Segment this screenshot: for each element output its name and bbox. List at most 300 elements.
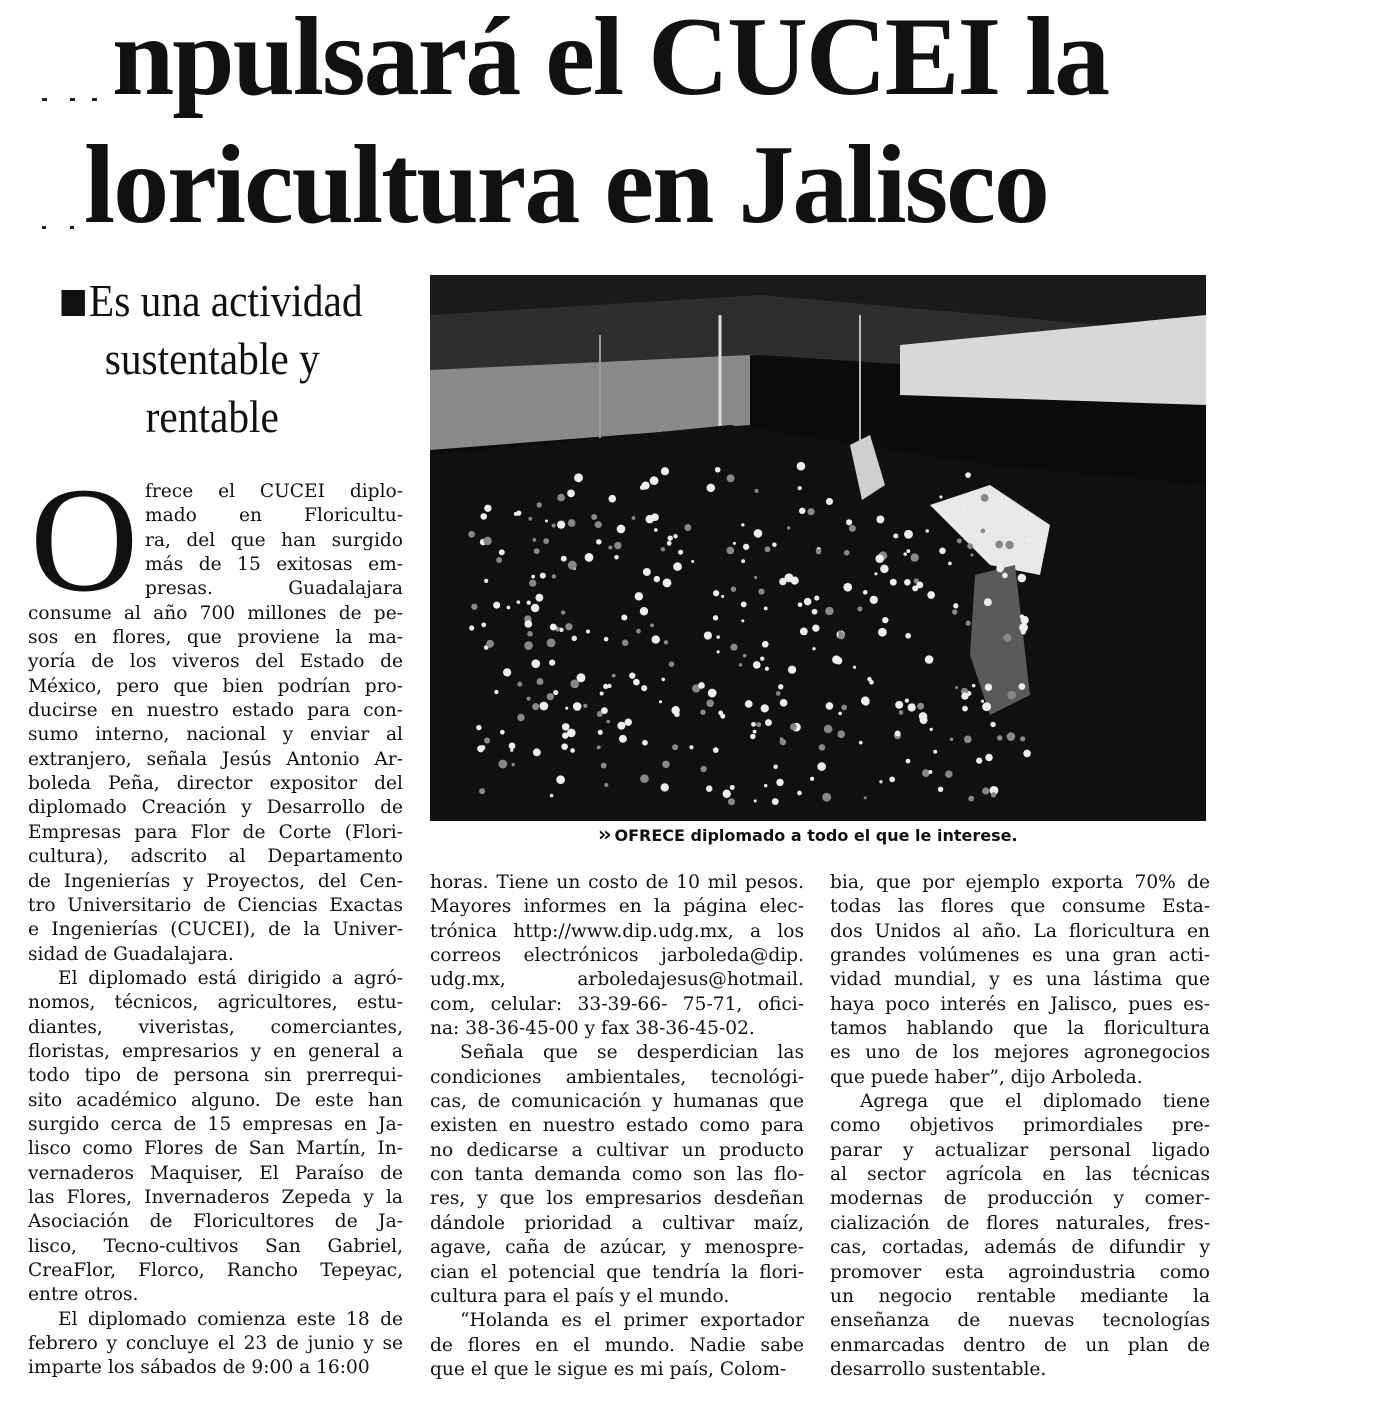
flower-speck bbox=[570, 748, 575, 753]
article-line: sidad de Guadalajara. bbox=[28, 943, 234, 965]
flower-speck bbox=[798, 602, 803, 607]
flower-speck bbox=[754, 576, 757, 579]
flower-speck bbox=[761, 704, 769, 712]
flower-speck bbox=[772, 543, 776, 547]
flower-speck bbox=[825, 607, 834, 616]
flower-speck bbox=[1026, 537, 1031, 542]
flower-speck bbox=[948, 562, 952, 566]
flower-speck bbox=[601, 763, 607, 769]
flower-speck bbox=[636, 629, 641, 634]
flower-speck bbox=[764, 606, 768, 610]
caption-text: OFRECE diplomado a todo el que le interese. bbox=[614, 826, 1018, 845]
flower-speck bbox=[985, 754, 992, 761]
flower-speck bbox=[874, 572, 877, 575]
flower-speck bbox=[700, 766, 706, 772]
article-line: consume al año 700 millones de pe- bbox=[28, 602, 403, 624]
flower-speck bbox=[673, 562, 682, 571]
flower-speck bbox=[863, 590, 868, 595]
flower-speck bbox=[498, 760, 507, 769]
flower-speck bbox=[875, 554, 884, 563]
flower-speck bbox=[556, 775, 565, 784]
flower-speck bbox=[496, 557, 502, 563]
flower-speck bbox=[612, 674, 616, 678]
article-line: cian el potencial que tendría la flori- bbox=[430, 1261, 804, 1283]
article-line: vernaderos Maquiser, El Paraíso de bbox=[28, 1162, 403, 1184]
flower-speck bbox=[700, 709, 705, 714]
flower-speck bbox=[633, 679, 640, 686]
flower-speck bbox=[953, 603, 958, 608]
article-line: udg.mx, arboledajesus@hotmail. bbox=[430, 969, 804, 991]
flower-speck bbox=[756, 722, 761, 727]
subhead-line-2: sustentable y bbox=[104, 333, 320, 384]
flower-speck bbox=[531, 604, 539, 612]
flower-speck bbox=[706, 785, 712, 791]
flower-speck bbox=[606, 720, 610, 724]
article-line: haya poco interés en Jalisco, pues es- bbox=[830, 993, 1210, 1015]
flower-speck bbox=[574, 683, 579, 688]
flower-speck bbox=[661, 678, 665, 682]
flower-speck bbox=[1023, 750, 1031, 758]
flower-speck bbox=[1018, 683, 1025, 690]
flower-speck bbox=[880, 565, 888, 573]
flower-speck bbox=[537, 502, 542, 507]
flower-speck bbox=[591, 514, 597, 520]
flower-speck bbox=[678, 550, 683, 555]
article-line: México, pero que bien podrían pro- bbox=[28, 675, 403, 697]
flower-speck bbox=[876, 516, 884, 524]
flower-speck bbox=[972, 684, 976, 688]
scan-speck bbox=[42, 226, 46, 229]
flower-speck bbox=[640, 607, 648, 615]
flower-speck bbox=[553, 690, 558, 695]
article-line: yoría de los viveros del Estado de bbox=[28, 651, 403, 673]
flower-speck bbox=[939, 547, 946, 554]
flower-speck bbox=[625, 719, 632, 726]
flower-speck bbox=[739, 663, 743, 667]
article-line: de Ingenierías y Proyectos, del Cen- bbox=[28, 870, 403, 892]
article-line: modernas de producción y comer- bbox=[830, 1188, 1210, 1210]
flower-speck bbox=[922, 769, 930, 777]
article-line: presas. Guadalajara bbox=[145, 578, 403, 600]
flower-speck bbox=[529, 580, 536, 587]
flower-speck bbox=[707, 484, 716, 493]
flower-speck bbox=[468, 531, 475, 538]
flower-speck bbox=[1014, 524, 1017, 527]
flower-speck bbox=[507, 606, 511, 610]
flower-speck bbox=[1005, 541, 1013, 549]
flower-speck bbox=[970, 553, 973, 556]
flower-speck bbox=[667, 541, 672, 546]
article-line: dándole prioridad a cultivar maíz, bbox=[430, 1212, 804, 1234]
flower-speck bbox=[976, 758, 982, 764]
flower-speck bbox=[561, 610, 565, 614]
article-line: existen en nuestro estado como para bbox=[430, 1115, 804, 1137]
article-line: lisco como Flores de San Martín, In- bbox=[28, 1138, 403, 1160]
flower-speck bbox=[534, 548, 540, 554]
flower-speck bbox=[511, 763, 514, 766]
flower-speck bbox=[889, 776, 895, 782]
flower-speck bbox=[595, 521, 602, 528]
square-bullet-icon bbox=[62, 290, 85, 316]
flower-speck bbox=[787, 526, 790, 529]
flower-speck bbox=[1007, 732, 1016, 741]
flower-speck bbox=[568, 561, 577, 570]
article-line: que puede haber”, dijo Arboleda. bbox=[830, 1066, 1143, 1088]
article-line: es uno de los mejores agronegocios bbox=[830, 1042, 1210, 1064]
article-line: frece el CUCEI diplo- bbox=[145, 481, 403, 502]
flower-speck bbox=[654, 528, 658, 532]
flower-speck bbox=[664, 640, 668, 644]
flower-speck bbox=[608, 545, 612, 549]
article-line: tro Universitario de Ciencias Exactas bbox=[28, 894, 403, 916]
flower-speck bbox=[509, 743, 516, 750]
flower-speck bbox=[966, 621, 971, 626]
flower-speck bbox=[741, 559, 745, 563]
article-line: floristas, empresarios y en general a bbox=[28, 1040, 403, 1062]
article-line: El diplomado está dirigido a agró- bbox=[58, 967, 403, 989]
flower-speck bbox=[567, 489, 575, 497]
flower-speck bbox=[908, 703, 916, 711]
flower-speck bbox=[484, 737, 490, 743]
flower-speck bbox=[955, 686, 958, 689]
flower-speck bbox=[893, 533, 898, 538]
flower-speck bbox=[540, 573, 546, 579]
article-line: ra, del que han surgido bbox=[145, 529, 403, 551]
article-line: sos en flores, que proviene la ma- bbox=[28, 627, 403, 649]
flower-speck bbox=[808, 508, 815, 515]
flower-speck bbox=[562, 723, 570, 731]
flower-speck bbox=[824, 725, 833, 734]
scan-speck bbox=[70, 226, 74, 229]
article-line: Mayores informes en la página elec- bbox=[430, 896, 804, 918]
flower-speck bbox=[799, 508, 805, 514]
flower-speck bbox=[780, 699, 788, 707]
flower-speck bbox=[788, 666, 796, 674]
flower-speck bbox=[617, 722, 625, 730]
flower-speck bbox=[1007, 691, 1016, 700]
flower-speck bbox=[532, 703, 539, 710]
flower-speck bbox=[533, 538, 537, 542]
flower-speck bbox=[524, 620, 532, 628]
flower-speck bbox=[635, 592, 643, 600]
article-line: horas. Tiene un costo de 10 mil pesos. bbox=[430, 872, 804, 893]
flower-speck bbox=[500, 730, 505, 735]
flower-speck bbox=[754, 799, 757, 802]
flower-speck bbox=[758, 588, 764, 594]
flower-speck bbox=[661, 783, 669, 791]
article-line: más de 15 exitosas em- bbox=[145, 554, 403, 576]
flower-speck bbox=[691, 560, 694, 563]
flower-speck bbox=[645, 515, 654, 524]
flower-speck bbox=[765, 719, 772, 726]
flower-speck bbox=[727, 547, 735, 555]
article-line: Empresas para Flor de Corte (Flori- bbox=[28, 821, 403, 843]
flower-speck bbox=[1002, 573, 1008, 579]
flower-speck bbox=[715, 467, 721, 473]
flower-speck bbox=[927, 591, 935, 599]
flower-speck bbox=[910, 553, 918, 561]
flower-speck bbox=[879, 780, 882, 783]
flower-speck bbox=[539, 702, 548, 711]
flower-speck bbox=[476, 725, 481, 730]
flower-speck bbox=[837, 730, 845, 738]
scan-speck bbox=[92, 98, 97, 101]
flower-speck bbox=[713, 747, 719, 753]
flower-speck bbox=[981, 700, 984, 703]
flower-speck bbox=[797, 791, 802, 796]
article-line: res, y que los empresarios desdeñan bbox=[430, 1188, 804, 1210]
article-line: surgido cerca de 15 empresas en Ja- bbox=[28, 1113, 403, 1135]
flower-speck bbox=[778, 684, 783, 689]
flower-speck bbox=[517, 600, 521, 604]
flower-speck bbox=[531, 575, 535, 579]
greenhouse-photo-illustration bbox=[430, 275, 1206, 821]
article-line: cultura), adscrito al Departamento bbox=[28, 846, 403, 868]
flower-speck bbox=[804, 598, 812, 606]
flower-speck bbox=[838, 712, 842, 716]
flower-speck bbox=[997, 735, 1002, 740]
flower-speck bbox=[751, 722, 756, 727]
flower-speck bbox=[617, 525, 626, 534]
flower-speck bbox=[1021, 629, 1026, 634]
scan-speck bbox=[42, 98, 47, 101]
flower-speck bbox=[882, 617, 888, 623]
flower-speck bbox=[668, 535, 673, 540]
flower-speck bbox=[672, 744, 678, 750]
flower-speck bbox=[524, 641, 533, 650]
flower-speck bbox=[549, 660, 555, 666]
flower-speck bbox=[817, 762, 826, 771]
flower-speck bbox=[550, 624, 557, 631]
flower-speck bbox=[917, 703, 924, 710]
flower-speck bbox=[798, 486, 802, 490]
flower-speck bbox=[905, 633, 911, 639]
flower-speck bbox=[926, 529, 929, 532]
flower-speck bbox=[895, 701, 903, 709]
article-line: cialización de flores naturales, fres- bbox=[830, 1212, 1210, 1234]
flower-speck bbox=[903, 552, 907, 556]
flower-speck bbox=[477, 745, 484, 752]
headline-line-1: npulsará el CUCEI la bbox=[112, 0, 1109, 119]
flower-speck bbox=[577, 673, 586, 682]
news-photo bbox=[430, 275, 1206, 821]
flower-speck bbox=[727, 474, 735, 482]
flower-speck bbox=[1018, 574, 1027, 583]
flower-speck bbox=[906, 549, 910, 553]
flower-speck bbox=[743, 544, 749, 550]
flower-speck bbox=[905, 699, 909, 703]
flower-speck bbox=[857, 606, 862, 611]
subhead-line-3: rentable bbox=[145, 391, 279, 442]
flower-speck bbox=[604, 637, 609, 642]
flower-speck bbox=[514, 512, 518, 516]
flower-speck bbox=[776, 779, 783, 786]
flower-speck bbox=[773, 765, 777, 769]
flower-speck bbox=[981, 529, 986, 534]
flower-speck bbox=[950, 738, 954, 742]
article-line: parar y actualizar personal ligado bbox=[830, 1139, 1210, 1161]
flower-speck bbox=[641, 685, 647, 691]
flower-speck bbox=[741, 619, 744, 622]
flower-speck bbox=[503, 668, 511, 676]
flower-speck bbox=[545, 519, 548, 522]
flower-speck bbox=[849, 525, 856, 532]
flower-speck bbox=[673, 534, 677, 538]
double-chevron-icon: ›› bbox=[598, 822, 609, 846]
flower-speck bbox=[844, 550, 850, 556]
flower-speck bbox=[760, 656, 764, 660]
article-line: de flores en el mundo. Nadie sabe bbox=[430, 1334, 804, 1356]
flower-speck bbox=[731, 586, 737, 592]
flower-speck bbox=[527, 631, 533, 637]
flower-speck bbox=[510, 749, 513, 752]
article-line: extranjero, señala Jesús Antonio Ar- bbox=[28, 748, 403, 770]
flower-speck bbox=[674, 711, 680, 717]
article-line: na: 38-36-45-00 y fax 38-36-45-02. bbox=[430, 1018, 755, 1040]
flower-speck bbox=[890, 579, 897, 586]
flower-speck bbox=[499, 549, 505, 555]
article-line: agave, caña de azúcar, y menospre- bbox=[430, 1237, 804, 1259]
article-line: entre otros. bbox=[28, 1284, 139, 1306]
article-line: dos Unidos al año. La floricultura en bbox=[830, 920, 1210, 942]
flower-speck bbox=[904, 579, 911, 586]
flower-speck bbox=[600, 691, 604, 695]
flower-speck bbox=[981, 494, 989, 502]
article-column-2 bbox=[430, 871, 804, 1382]
flower-speck bbox=[561, 556, 567, 562]
flower-speck bbox=[721, 595, 724, 598]
article-line: mado en Floricultu- bbox=[145, 505, 403, 527]
article-line: todo tipo de persona sin prerrequi- bbox=[28, 1065, 403, 1087]
flower-speck bbox=[895, 730, 901, 736]
article-line: un negocio rentable mediante la bbox=[830, 1285, 1210, 1307]
flower-speck bbox=[663, 578, 672, 587]
article-line: no dedicarse a cultivar un producto bbox=[430, 1139, 804, 1161]
flower-speck bbox=[967, 543, 973, 549]
flower-speck bbox=[919, 712, 928, 721]
flower-speck bbox=[762, 641, 769, 648]
flower-speck bbox=[822, 793, 831, 802]
photo-caption bbox=[598, 822, 1018, 846]
flower-speck bbox=[533, 748, 541, 756]
flower-speck bbox=[621, 615, 627, 621]
scan-speck bbox=[70, 98, 75, 101]
article-line: como objetivos primordiales pre- bbox=[830, 1115, 1210, 1137]
flower-speck bbox=[755, 489, 759, 493]
flower-speck bbox=[938, 787, 943, 792]
flower-speck bbox=[528, 517, 532, 521]
article-line: sumo interno, nacional y enviar al bbox=[28, 724, 403, 746]
flower-speck bbox=[741, 523, 744, 526]
flower-speck bbox=[661, 467, 669, 475]
flower-speck bbox=[810, 777, 814, 781]
flower-speck bbox=[659, 700, 662, 703]
flower-speck bbox=[812, 625, 819, 632]
flower-speck bbox=[899, 710, 904, 715]
flower-speck bbox=[779, 578, 786, 585]
flower-speck bbox=[557, 494, 565, 502]
flower-speck bbox=[537, 678, 544, 685]
article-line: CreaFlor, Florco, Rancho Tepeyac, bbox=[28, 1260, 403, 1281]
article-line: lisco, Tecno-cultivos San Gabriel, bbox=[28, 1235, 403, 1257]
flower-speck bbox=[826, 702, 834, 710]
flower-speck bbox=[864, 796, 867, 799]
flower-speck bbox=[733, 542, 736, 545]
article-line: “Holanda es el primer exportador bbox=[460, 1310, 804, 1332]
flower-speck bbox=[565, 623, 572, 630]
flower-speck bbox=[912, 585, 918, 591]
flower-speck bbox=[712, 691, 715, 694]
flower-speck bbox=[764, 784, 768, 788]
flower-speck bbox=[776, 691, 781, 696]
flower-speck bbox=[730, 785, 735, 790]
flower-speck bbox=[961, 507, 965, 511]
flower-speck bbox=[698, 682, 705, 689]
flower-speck bbox=[765, 546, 771, 552]
flower-speck bbox=[706, 699, 714, 707]
article-line: que el que le sigue es mi país, Colom- bbox=[430, 1358, 787, 1380]
flower-speck bbox=[765, 667, 769, 671]
article-line: promover esta agroindustria como bbox=[830, 1261, 1210, 1283]
flower-speck bbox=[669, 661, 675, 667]
flower-speck bbox=[1003, 634, 1011, 642]
flower-speck bbox=[816, 549, 822, 555]
flower-speck bbox=[704, 631, 712, 639]
flower-speck bbox=[853, 666, 856, 669]
flower-speck bbox=[481, 622, 486, 627]
article-line: diantes, viveristas, comerciantes, bbox=[28, 1016, 403, 1038]
flower-speck bbox=[968, 796, 974, 802]
flower-speck bbox=[800, 627, 808, 635]
article-line: cas, cortadas, además de difundir y bbox=[830, 1237, 1210, 1259]
subheadline bbox=[30, 272, 395, 446]
flower-speck bbox=[527, 600, 531, 604]
flower-speck bbox=[984, 598, 992, 606]
flower-speck bbox=[561, 743, 568, 750]
flower-speck bbox=[1021, 616, 1029, 624]
flower-speck bbox=[471, 604, 477, 610]
flower-speck bbox=[571, 636, 576, 641]
article-line: cas, de comunicación y humanas que bbox=[430, 1091, 804, 1113]
article-line: las Flores, Invernaderos Zepeda y la bbox=[28, 1186, 403, 1208]
flower-speck bbox=[601, 707, 608, 714]
flower-speck bbox=[661, 547, 665, 551]
flower-speck bbox=[598, 730, 603, 735]
flower-speck bbox=[494, 690, 498, 694]
article-line: enmarcadas dentro de un plan de bbox=[830, 1334, 1210, 1356]
article-line: vidad mundial, y es una lástima que bbox=[830, 969, 1210, 991]
flower-speck bbox=[614, 555, 619, 560]
flower-speck bbox=[552, 523, 556, 527]
flower-speck bbox=[904, 530, 913, 539]
flower-speck bbox=[716, 635, 719, 638]
flower-speck bbox=[1020, 736, 1025, 741]
flower-speck bbox=[557, 521, 565, 529]
flower-speck bbox=[650, 623, 654, 627]
flower-speck bbox=[535, 594, 543, 602]
article-line: Agrega que el diplomado tiene bbox=[860, 1091, 1210, 1113]
flower-speck bbox=[597, 745, 601, 749]
flower-speck bbox=[547, 638, 556, 647]
flower-speck bbox=[730, 644, 737, 651]
flower-speck bbox=[906, 759, 911, 764]
flower-speck bbox=[717, 650, 720, 653]
article-line: cultura para el país y el mundo. bbox=[430, 1285, 730, 1307]
article-line: diplomado Creación y Desarrollo de bbox=[28, 797, 403, 819]
flower-speck bbox=[846, 519, 852, 525]
headline-line-2: loricultura en Jalisco bbox=[84, 123, 1048, 247]
article-line: desarrollo sustentable. bbox=[830, 1358, 1047, 1380]
